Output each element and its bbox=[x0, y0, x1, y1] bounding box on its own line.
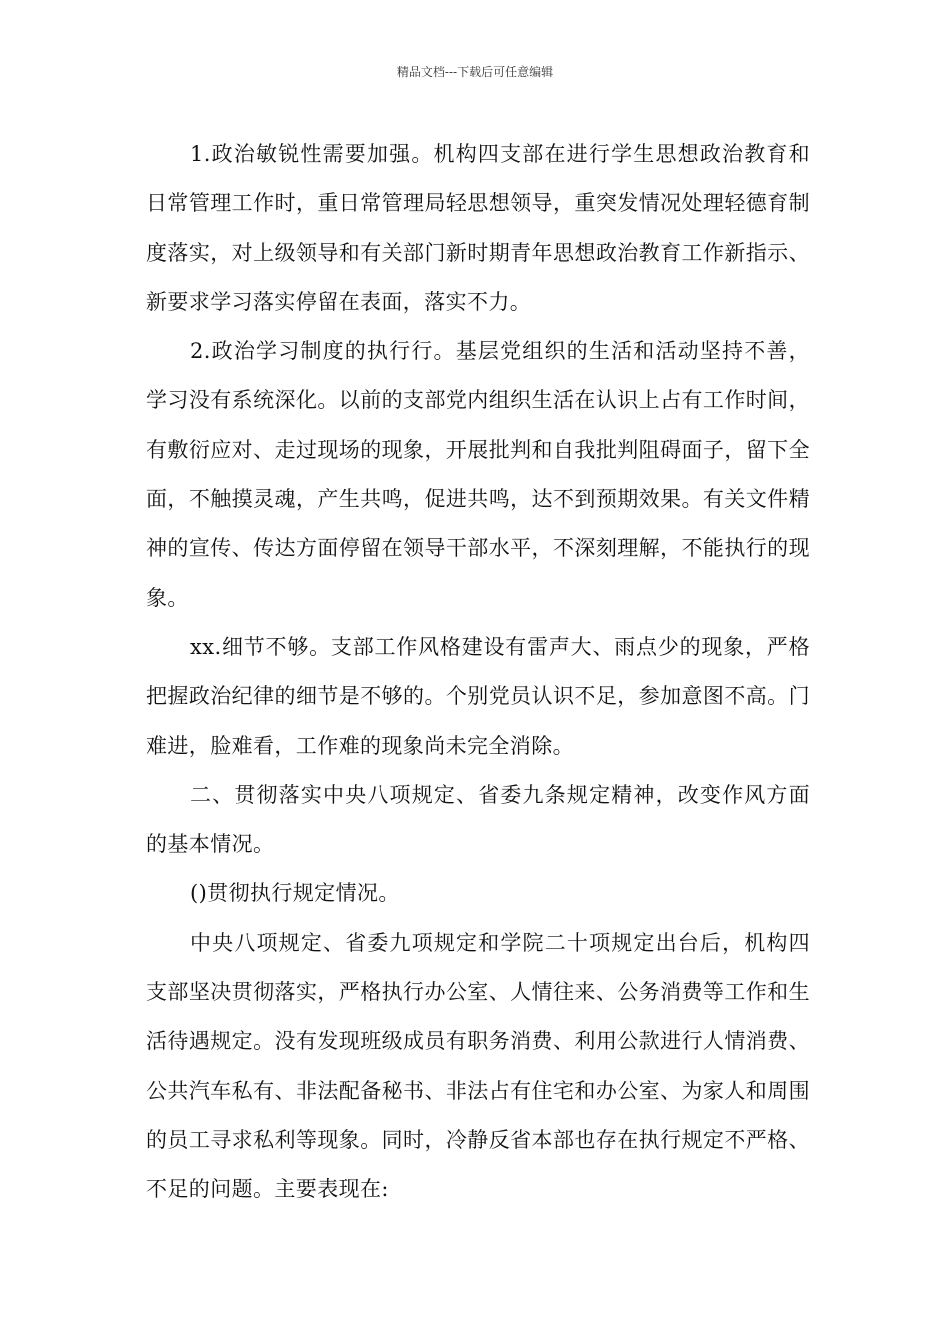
paragraph-study-system: 2.政治学习制度的执行行。基层党组织的生活和活动坚持不善，学习没有系统深化。以前的支部党内组织生活在认识上占有工作时间，有敷衍应对、走过现场的现象，开展批判和自我批判阻碍面子，留下全面，不触摸灵魂，产生共鸣，促进共鸣，达不到预期效果。有关文件精神的宣传、传达方面停留在领导干部水平，不深刻理解，不能执行的现象。 bbox=[146, 339, 810, 610]
document-body bbox=[146, 130, 810, 1215]
paragraph-political-sensitivity: 1.政治敏锐性需要加强。机构四支部在进行学生思想政治教育和日常管理工作时，重日常管理局轻思想领导，重突发情况处理轻德育制度落实，对上级领导和有关部门新时期青年思想政治教育工作新指示、新要求学习落实停留在表面，落实不力。 bbox=[146, 142, 810, 314]
page-header: 精品文档---下载后可任意编辑 bbox=[396, 65, 554, 79]
paragraph-section-two-heading: 二、贯彻落实中央八项规定、省委九条规定精神，改变作风方面的基本情况。 bbox=[146, 782, 810, 857]
paragraph-details: xx.细节不够。支部工作风格建设有雷声大、雨点少的现象，严格把握政治纪律的细节是不够的。个别党员认识不足，参加意图不高。门难进，脸难看，工作难的现象尚未完全消除。 bbox=[146, 634, 810, 758]
paragraph-subheading: ()贯彻执行规定情况。 bbox=[190, 881, 400, 906]
paragraph-implementation: 中央八项规定、省委九项规定和学院二十项规定出台后，机构四支部坚决贯彻落实，严格执行办公室、人情往来、公务消费等工作和生活待遇规定。没有发现班级成员有职务消费、利用公款进行人情消费、公共汽车私有、非法配备秘书、非法占有住宅和办公室、为家人和周围的员工寻求私利等现象。同时，冷静反省本部也存在执行规定不严格、不足的问题。主要表现在: bbox=[146, 930, 810, 1202]
